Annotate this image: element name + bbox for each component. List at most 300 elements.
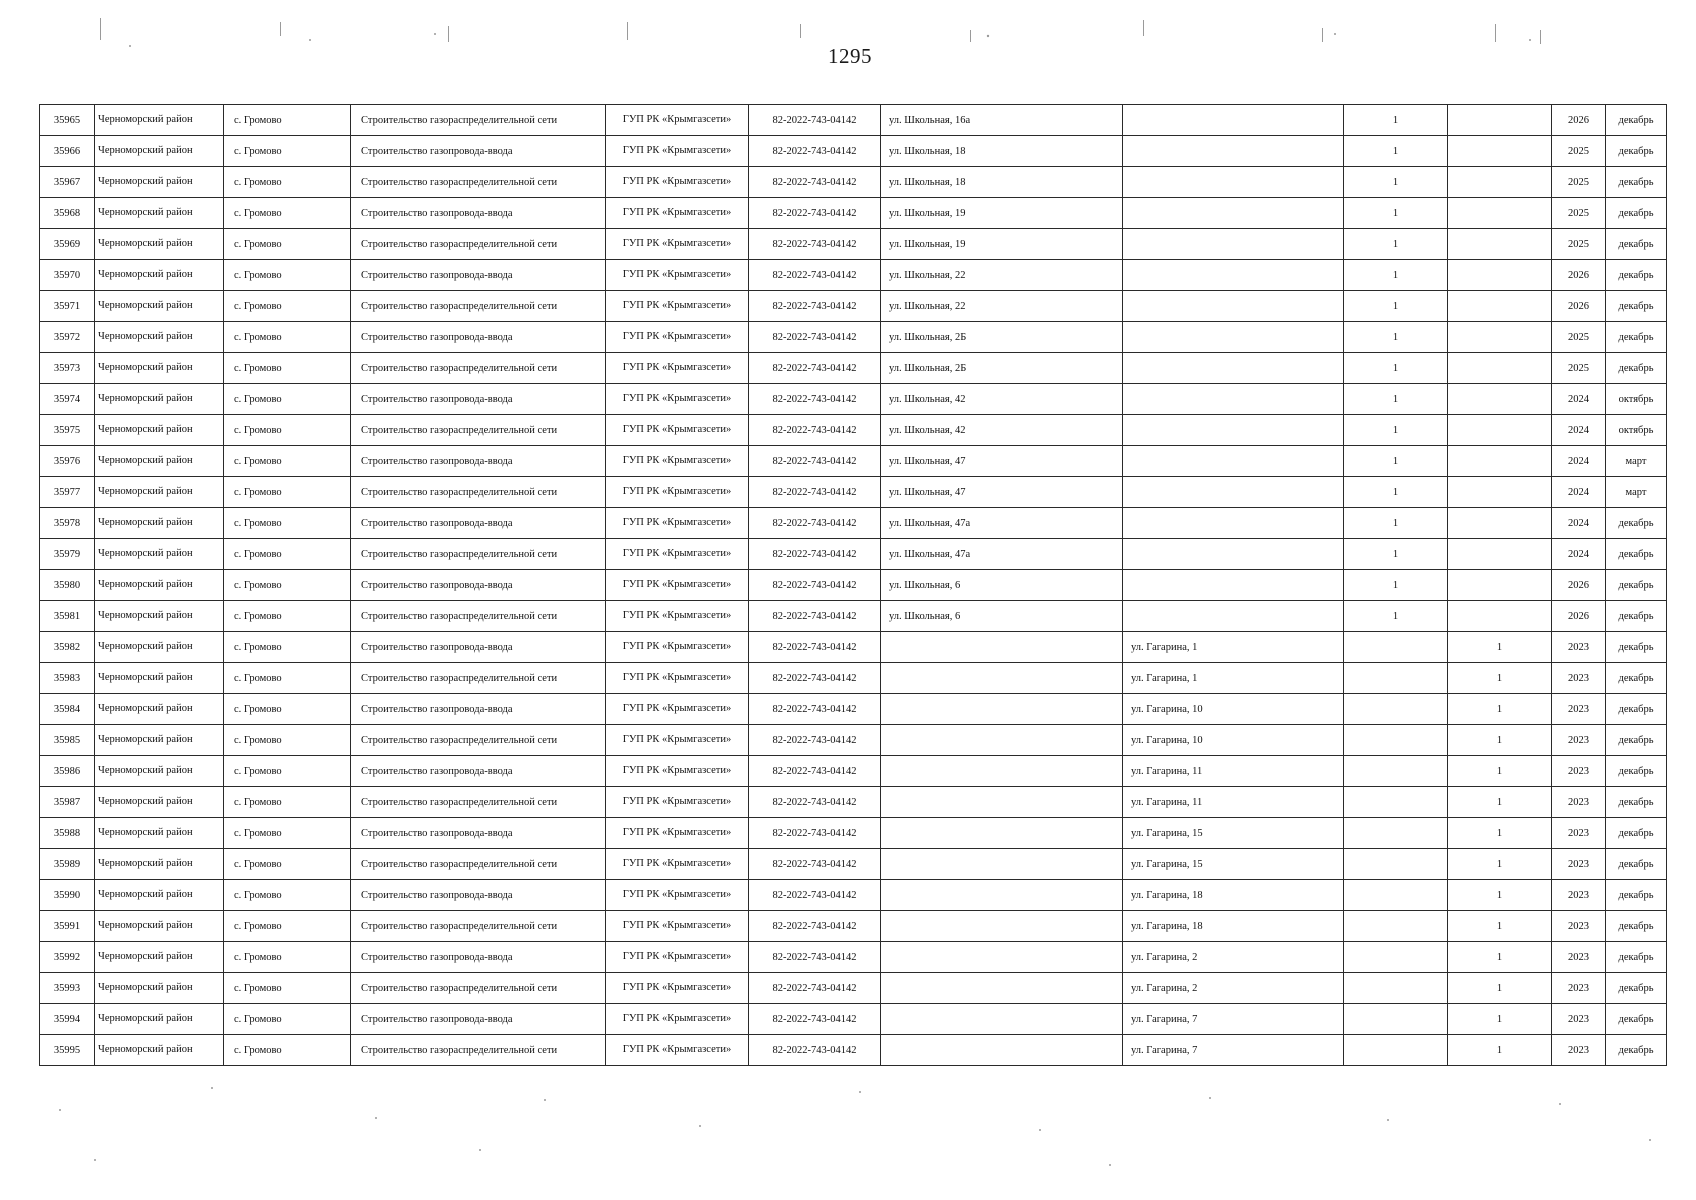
work-type-cell: Строительство газораспределительной сети bbox=[351, 167, 606, 198]
address-cell-2 bbox=[1123, 601, 1344, 632]
organization-cell: ГУП РК «Крымгазсети» bbox=[606, 880, 749, 911]
work-type-cell: Строительство газораспределительной сети bbox=[351, 477, 606, 508]
locality-cell: с. Громово bbox=[224, 694, 351, 725]
row-number: 35991 bbox=[40, 911, 95, 942]
quantity-cell-2: 1 bbox=[1448, 1035, 1552, 1066]
quantity-cell-2 bbox=[1448, 322, 1552, 353]
locality-cell: с. Громово bbox=[224, 756, 351, 787]
table-row bbox=[40, 446, 1667, 477]
address-cell-1 bbox=[881, 632, 1123, 663]
quantity-cell-1: 1 bbox=[1344, 136, 1448, 167]
district-cell: Черноморский район bbox=[95, 136, 224, 167]
organization-cell: ГУП РК «Крымгазсети» bbox=[606, 756, 749, 787]
work-type-cell: Строительство газораспределительной сети bbox=[351, 663, 606, 694]
work-type-cell: Строительство газораспределительной сети bbox=[351, 229, 606, 260]
locality-cell: с. Громово bbox=[224, 477, 351, 508]
program-code-cell: 82-2022-743-04142 bbox=[749, 973, 881, 1004]
year-cell: 2023 bbox=[1552, 973, 1606, 1004]
program-code-cell: 82-2022-743-04142 bbox=[749, 353, 881, 384]
year-cell: 2026 bbox=[1552, 570, 1606, 601]
year-cell: 2023 bbox=[1552, 942, 1606, 973]
locality-cell: с. Громово bbox=[224, 539, 351, 570]
district-cell: Черноморский район bbox=[95, 694, 224, 725]
program-code-cell: 82-2022-743-04142 bbox=[749, 322, 881, 353]
program-code-cell: 82-2022-743-04142 bbox=[749, 291, 881, 322]
month-cell: декабрь bbox=[1606, 942, 1667, 973]
quantity-cell-2 bbox=[1448, 291, 1552, 322]
program-code-cell: 82-2022-743-04142 bbox=[749, 725, 881, 756]
quantity-cell-1: 1 bbox=[1344, 322, 1448, 353]
address-cell-1: ул. Школьная, 18 bbox=[881, 136, 1123, 167]
organization-cell: ГУП РК «Крымгазсети» bbox=[606, 446, 749, 477]
address-cell-2 bbox=[1123, 105, 1344, 136]
year-cell: 2025 bbox=[1552, 167, 1606, 198]
quantity-cell-1: 1 bbox=[1344, 291, 1448, 322]
district-cell: Черноморский район bbox=[95, 756, 224, 787]
address-cell-1: ул. Школьная, 22 bbox=[881, 260, 1123, 291]
page-number: 1295 bbox=[828, 44, 872, 68]
table-row bbox=[40, 322, 1667, 353]
locality-cell: с. Громово bbox=[224, 105, 351, 136]
quantity-cell-1 bbox=[1344, 694, 1448, 725]
quantity-cell-2 bbox=[1448, 570, 1552, 601]
row-number: 35966 bbox=[40, 136, 95, 167]
row-number: 35993 bbox=[40, 973, 95, 1004]
month-cell: декабрь bbox=[1606, 198, 1667, 229]
work-type-cell: Строительство газопровода-ввода bbox=[351, 942, 606, 973]
organization-cell: ГУП РК «Крымгазсети» bbox=[606, 787, 749, 818]
program-code-cell: 82-2022-743-04142 bbox=[749, 570, 881, 601]
address-cell-1: ул. Школьная, 16а bbox=[881, 105, 1123, 136]
row-number: 35972 bbox=[40, 322, 95, 353]
district-cell: Черноморский район bbox=[95, 849, 224, 880]
year-cell: 2025 bbox=[1552, 136, 1606, 167]
program-code-cell: 82-2022-743-04142 bbox=[749, 477, 881, 508]
organization-cell: ГУП РК «Крымгазсети» bbox=[606, 539, 749, 570]
row-number: 35982 bbox=[40, 632, 95, 663]
table-row bbox=[40, 198, 1667, 229]
table-row bbox=[40, 353, 1667, 384]
month-cell: октябрь bbox=[1606, 384, 1667, 415]
program-code-cell: 82-2022-743-04142 bbox=[749, 539, 881, 570]
address-cell-2: ул. Гагарина, 18 bbox=[1123, 880, 1344, 911]
locality-cell: с. Громово bbox=[224, 260, 351, 291]
address-cell-2: ул. Гагарина, 15 bbox=[1123, 818, 1344, 849]
row-number: 35987 bbox=[40, 787, 95, 818]
work-type-cell: Строительство газопровода-ввода bbox=[351, 818, 606, 849]
table-row bbox=[40, 973, 1667, 1004]
year-cell: 2023 bbox=[1552, 787, 1606, 818]
month-cell: декабрь bbox=[1606, 105, 1667, 136]
year-cell: 2026 bbox=[1552, 105, 1606, 136]
address-cell-1 bbox=[881, 787, 1123, 818]
table-row bbox=[40, 508, 1667, 539]
row-number: 35981 bbox=[40, 601, 95, 632]
table-row bbox=[40, 756, 1667, 787]
locality-cell: с. Громово bbox=[224, 446, 351, 477]
address-cell-1: ул. Школьная, 18 bbox=[881, 167, 1123, 198]
work-type-cell: Строительство газораспределительной сети bbox=[351, 415, 606, 446]
row-number: 35984 bbox=[40, 694, 95, 725]
quantity-cell-1: 1 bbox=[1344, 570, 1448, 601]
address-cell-2: ул. Гагарина, 15 bbox=[1123, 849, 1344, 880]
address-cell-2: ул. Гагарина, 11 bbox=[1123, 756, 1344, 787]
row-number: 35969 bbox=[40, 229, 95, 260]
table-row bbox=[40, 694, 1667, 725]
organization-cell: ГУП РК «Крымгазсети» bbox=[606, 818, 749, 849]
row-number: 35986 bbox=[40, 756, 95, 787]
work-type-cell: Строительство газопровода-ввода bbox=[351, 694, 606, 725]
work-type-cell: Строительство газопровода-ввода bbox=[351, 632, 606, 663]
program-code-cell: 82-2022-743-04142 bbox=[749, 508, 881, 539]
table-row bbox=[40, 570, 1667, 601]
locality-cell: с. Громово bbox=[224, 198, 351, 229]
district-cell: Черноморский район bbox=[95, 446, 224, 477]
district-cell: Черноморский район bbox=[95, 415, 224, 446]
program-code-cell: 82-2022-743-04142 bbox=[749, 260, 881, 291]
row-number: 35983 bbox=[40, 663, 95, 694]
district-cell: Черноморский район bbox=[95, 477, 224, 508]
work-type-cell: Строительство газопровода-ввода bbox=[351, 322, 606, 353]
work-type-cell: Строительство газопровода-ввода bbox=[351, 756, 606, 787]
organization-cell: ГУП РК «Крымгазсети» bbox=[606, 632, 749, 663]
locality-cell: с. Громово bbox=[224, 508, 351, 539]
organization-cell: ГУП РК «Крымгазсети» bbox=[606, 229, 749, 260]
address-cell-2: ул. Гагарина, 2 bbox=[1123, 973, 1344, 1004]
work-type-cell: Строительство газопровода-ввода bbox=[351, 880, 606, 911]
locality-cell: с. Громово bbox=[224, 322, 351, 353]
quantity-cell-2: 1 bbox=[1448, 725, 1552, 756]
work-type-cell: Строительство газораспределительной сети bbox=[351, 787, 606, 818]
district-cell: Черноморский район bbox=[95, 787, 224, 818]
program-code-cell: 82-2022-743-04142 bbox=[749, 787, 881, 818]
month-cell: декабрь bbox=[1606, 911, 1667, 942]
quantity-cell-2: 1 bbox=[1448, 973, 1552, 1004]
year-cell: 2024 bbox=[1552, 384, 1606, 415]
address-cell-2: ул. Гагарина, 1 bbox=[1123, 632, 1344, 663]
address-cell-2: ул. Гагарина, 1 bbox=[1123, 663, 1344, 694]
quantity-cell-2: 1 bbox=[1448, 942, 1552, 973]
year-cell: 2025 bbox=[1552, 229, 1606, 260]
work-type-cell: Строительство газопровода-ввода bbox=[351, 260, 606, 291]
district-cell: Черноморский район bbox=[95, 384, 224, 415]
program-code-cell: 82-2022-743-04142 bbox=[749, 849, 881, 880]
organization-cell: ГУП РК «Крымгазсети» bbox=[606, 1004, 749, 1035]
month-cell: декабрь bbox=[1606, 818, 1667, 849]
program-code-cell: 82-2022-743-04142 bbox=[749, 384, 881, 415]
row-number: 35968 bbox=[40, 198, 95, 229]
work-type-cell: Строительство газораспределительной сети bbox=[351, 725, 606, 756]
quantity-cell-1 bbox=[1344, 725, 1448, 756]
row-number: 35995 bbox=[40, 1035, 95, 1066]
program-code-cell: 82-2022-743-04142 bbox=[749, 756, 881, 787]
month-cell: декабрь bbox=[1606, 725, 1667, 756]
year-cell: 2023 bbox=[1552, 663, 1606, 694]
year-cell: 2025 bbox=[1552, 198, 1606, 229]
address-cell-2: ул. Гагарина, 7 bbox=[1123, 1004, 1344, 1035]
locality-cell: с. Громово bbox=[224, 167, 351, 198]
address-cell-1: ул. Школьная, 47а bbox=[881, 508, 1123, 539]
work-type-cell: Строительство газораспределительной сети bbox=[351, 353, 606, 384]
month-cell: октябрь bbox=[1606, 415, 1667, 446]
address-cell-1 bbox=[881, 911, 1123, 942]
district-cell: Черноморский район bbox=[95, 198, 224, 229]
quantity-cell-1: 1 bbox=[1344, 446, 1448, 477]
row-number: 35971 bbox=[40, 291, 95, 322]
quantity-cell-1: 1 bbox=[1344, 508, 1448, 539]
address-cell-1: ул. Школьная, 19 bbox=[881, 229, 1123, 260]
address-cell-1: ул. Школьная, 6 bbox=[881, 601, 1123, 632]
address-cell-1 bbox=[881, 663, 1123, 694]
year-cell: 2023 bbox=[1552, 818, 1606, 849]
quantity-cell-1 bbox=[1344, 818, 1448, 849]
quantity-cell-2 bbox=[1448, 136, 1552, 167]
year-cell: 2024 bbox=[1552, 415, 1606, 446]
year-cell: 2025 bbox=[1552, 353, 1606, 384]
work-type-cell: Строительство газораспределительной сети bbox=[351, 849, 606, 880]
program-code-cell: 82-2022-743-04142 bbox=[749, 167, 881, 198]
district-cell: Черноморский район bbox=[95, 942, 224, 973]
quantity-cell-1 bbox=[1344, 787, 1448, 818]
address-cell-2: ул. Гагарина, 10 bbox=[1123, 694, 1344, 725]
address-cell-1 bbox=[881, 1004, 1123, 1035]
work-type-cell: Строительство газопровода-ввода bbox=[351, 384, 606, 415]
organization-cell: ГУП РК «Крымгазсети» bbox=[606, 508, 749, 539]
work-type-cell: Строительство газопровода-ввода bbox=[351, 570, 606, 601]
quantity-cell-2: 1 bbox=[1448, 880, 1552, 911]
district-cell: Черноморский район bbox=[95, 291, 224, 322]
row-number: 35994 bbox=[40, 1004, 95, 1035]
table-row bbox=[40, 942, 1667, 973]
quantity-cell-2 bbox=[1448, 105, 1552, 136]
locality-cell: с. Громово bbox=[224, 570, 351, 601]
table-row bbox=[40, 787, 1667, 818]
address-cell-1 bbox=[881, 973, 1123, 1004]
locality-cell: с. Громово bbox=[224, 787, 351, 818]
year-cell: 2023 bbox=[1552, 1004, 1606, 1035]
address-cell-2 bbox=[1123, 198, 1344, 229]
address-cell-2 bbox=[1123, 353, 1344, 384]
organization-cell: ГУП РК «Крымгазсети» bbox=[606, 570, 749, 601]
table-row bbox=[40, 1004, 1667, 1035]
row-number: 35970 bbox=[40, 260, 95, 291]
quantity-cell-1: 1 bbox=[1344, 384, 1448, 415]
quantity-cell-2 bbox=[1448, 229, 1552, 260]
row-number: 35973 bbox=[40, 353, 95, 384]
locality-cell: с. Громово bbox=[224, 942, 351, 973]
address-cell-1 bbox=[881, 1035, 1123, 1066]
address-cell-1 bbox=[881, 880, 1123, 911]
table-row bbox=[40, 663, 1667, 694]
program-code-cell: 82-2022-743-04142 bbox=[749, 198, 881, 229]
quantity-cell-2: 1 bbox=[1448, 849, 1552, 880]
program-code-cell: 82-2022-743-04142 bbox=[749, 105, 881, 136]
address-cell-1: ул. Школьная, 6 bbox=[881, 570, 1123, 601]
row-number: 35967 bbox=[40, 167, 95, 198]
locality-cell: с. Громово bbox=[224, 415, 351, 446]
table-row bbox=[40, 105, 1667, 136]
address-cell-2 bbox=[1123, 291, 1344, 322]
row-number: 35975 bbox=[40, 415, 95, 446]
district-cell: Черноморский район bbox=[95, 508, 224, 539]
program-code-cell: 82-2022-743-04142 bbox=[749, 911, 881, 942]
quantity-cell-1: 1 bbox=[1344, 415, 1448, 446]
program-code-cell: 82-2022-743-04142 bbox=[749, 694, 881, 725]
month-cell: декабрь bbox=[1606, 229, 1667, 260]
organization-cell: ГУП РК «Крымгазсети» bbox=[606, 167, 749, 198]
locality-cell: с. Громово bbox=[224, 663, 351, 694]
work-type-cell: Строительство газораспределительной сети bbox=[351, 105, 606, 136]
row-number: 35988 bbox=[40, 818, 95, 849]
district-cell: Черноморский район bbox=[95, 880, 224, 911]
organization-cell: ГУП РК «Крымгазсети» bbox=[606, 291, 749, 322]
quantity-cell-2 bbox=[1448, 508, 1552, 539]
quantity-cell-2: 1 bbox=[1448, 911, 1552, 942]
quantity-cell-2 bbox=[1448, 198, 1552, 229]
organization-cell: ГУП РК «Крымгазсети» bbox=[606, 973, 749, 1004]
quantity-cell-1 bbox=[1344, 1035, 1448, 1066]
month-cell: декабрь bbox=[1606, 167, 1667, 198]
address-cell-2: ул. Гагарина, 18 bbox=[1123, 911, 1344, 942]
address-cell-1: ул. Школьная, 47 bbox=[881, 477, 1123, 508]
locality-cell: с. Громово bbox=[224, 1035, 351, 1066]
quantity-cell-1 bbox=[1344, 942, 1448, 973]
row-number: 35985 bbox=[40, 725, 95, 756]
organization-cell: ГУП РК «Крымгазсети» bbox=[606, 601, 749, 632]
quantity-cell-2: 1 bbox=[1448, 1004, 1552, 1035]
organization-cell: ГУП РК «Крымгазсети» bbox=[606, 694, 749, 725]
year-cell: 2025 bbox=[1552, 322, 1606, 353]
quantity-cell-2 bbox=[1448, 601, 1552, 632]
year-cell: 2024 bbox=[1552, 446, 1606, 477]
work-type-cell: Строительство газораспределительной сети bbox=[351, 291, 606, 322]
table-row bbox=[40, 415, 1667, 446]
year-cell: 2023 bbox=[1552, 632, 1606, 663]
register-body bbox=[40, 105, 1667, 1066]
year-cell: 2026 bbox=[1552, 260, 1606, 291]
table-row bbox=[40, 911, 1667, 942]
district-cell: Черноморский район bbox=[95, 601, 224, 632]
month-cell: декабрь bbox=[1606, 322, 1667, 353]
quantity-cell-1: 1 bbox=[1344, 105, 1448, 136]
table-row bbox=[40, 229, 1667, 260]
quantity-cell-1 bbox=[1344, 1004, 1448, 1035]
district-cell: Черноморский район bbox=[95, 539, 224, 570]
organization-cell: ГУП РК «Крымгазсети» bbox=[606, 1035, 749, 1066]
month-cell: декабрь bbox=[1606, 508, 1667, 539]
program-code-cell: 82-2022-743-04142 bbox=[749, 601, 881, 632]
year-cell: 2023 bbox=[1552, 756, 1606, 787]
address-cell-1: ул. Школьная, 19 bbox=[881, 198, 1123, 229]
locality-cell: с. Громово bbox=[224, 632, 351, 663]
table-row bbox=[40, 725, 1667, 756]
quantity-cell-1 bbox=[1344, 911, 1448, 942]
quantity-cell-2 bbox=[1448, 539, 1552, 570]
month-cell: март bbox=[1606, 477, 1667, 508]
program-code-cell: 82-2022-743-04142 bbox=[749, 1004, 881, 1035]
district-cell: Черноморский район bbox=[95, 105, 224, 136]
month-cell: март bbox=[1606, 446, 1667, 477]
district-cell: Черноморский район bbox=[95, 570, 224, 601]
work-type-cell: Строительство газопровода-ввода bbox=[351, 136, 606, 167]
month-cell: декабрь bbox=[1606, 353, 1667, 384]
month-cell: декабрь bbox=[1606, 136, 1667, 167]
quantity-cell-2 bbox=[1448, 446, 1552, 477]
quantity-cell-1: 1 bbox=[1344, 229, 1448, 260]
quantity-cell-2: 1 bbox=[1448, 818, 1552, 849]
district-cell: Черноморский район bbox=[95, 1004, 224, 1035]
address-cell-1: ул. Школьная, 2Б bbox=[881, 322, 1123, 353]
address-cell-1: ул. Школьная, 47 bbox=[881, 446, 1123, 477]
year-cell: 2026 bbox=[1552, 601, 1606, 632]
month-cell: декабрь bbox=[1606, 663, 1667, 694]
district-cell: Черноморский район bbox=[95, 229, 224, 260]
work-type-cell: Строительство газораспределительной сети bbox=[351, 601, 606, 632]
row-number: 35978 bbox=[40, 508, 95, 539]
quantity-cell-1 bbox=[1344, 880, 1448, 911]
month-cell: декабрь bbox=[1606, 291, 1667, 322]
table-row bbox=[40, 136, 1667, 167]
row-number: 35990 bbox=[40, 880, 95, 911]
address-cell-1: ул. Школьная, 42 bbox=[881, 415, 1123, 446]
table-row bbox=[40, 384, 1667, 415]
locality-cell: с. Громово bbox=[224, 880, 351, 911]
quantity-cell-2 bbox=[1448, 167, 1552, 198]
locality-cell: с. Громово bbox=[224, 725, 351, 756]
address-cell-1 bbox=[881, 942, 1123, 973]
month-cell: декабрь bbox=[1606, 973, 1667, 1004]
quantity-cell-2 bbox=[1448, 260, 1552, 291]
address-cell-2 bbox=[1123, 508, 1344, 539]
month-cell: декабрь bbox=[1606, 880, 1667, 911]
organization-cell: ГУП РК «Крымгазсети» bbox=[606, 725, 749, 756]
locality-cell: с. Громово bbox=[224, 818, 351, 849]
quantity-cell-2 bbox=[1448, 415, 1552, 446]
organization-cell: ГУП РК «Крымгазсети» bbox=[606, 477, 749, 508]
year-cell: 2026 bbox=[1552, 291, 1606, 322]
organization-cell: ГУП РК «Крымгазсети» bbox=[606, 353, 749, 384]
address-cell-1 bbox=[881, 694, 1123, 725]
address-cell-2: ул. Гагарина, 2 bbox=[1123, 942, 1344, 973]
locality-cell: с. Громово bbox=[224, 973, 351, 1004]
quantity-cell-1: 1 bbox=[1344, 167, 1448, 198]
program-code-cell: 82-2022-743-04142 bbox=[749, 415, 881, 446]
address-cell-2 bbox=[1123, 384, 1344, 415]
quantity-cell-2 bbox=[1448, 384, 1552, 415]
program-code-cell: 82-2022-743-04142 bbox=[749, 818, 881, 849]
program-code-cell: 82-2022-743-04142 bbox=[749, 663, 881, 694]
address-cell-2 bbox=[1123, 415, 1344, 446]
organization-cell: ГУП РК «Крымгазсети» bbox=[606, 384, 749, 415]
table-row bbox=[40, 1035, 1667, 1066]
quantity-cell-1: 1 bbox=[1344, 198, 1448, 229]
locality-cell: с. Громово bbox=[224, 136, 351, 167]
quantity-cell-2: 1 bbox=[1448, 632, 1552, 663]
district-cell: Черноморский район bbox=[95, 353, 224, 384]
table-row bbox=[40, 849, 1667, 880]
month-cell: декабрь bbox=[1606, 601, 1667, 632]
district-cell: Черноморский район bbox=[95, 973, 224, 1004]
organization-cell: ГУП РК «Крымгазсети» bbox=[606, 849, 749, 880]
month-cell: декабрь bbox=[1606, 756, 1667, 787]
address-cell-1 bbox=[881, 849, 1123, 880]
table-row bbox=[40, 291, 1667, 322]
program-code-cell: 82-2022-743-04142 bbox=[749, 1035, 881, 1066]
address-cell-2 bbox=[1123, 539, 1344, 570]
quantity-cell-1: 1 bbox=[1344, 260, 1448, 291]
table-row bbox=[40, 818, 1667, 849]
quantity-cell-1: 1 bbox=[1344, 477, 1448, 508]
